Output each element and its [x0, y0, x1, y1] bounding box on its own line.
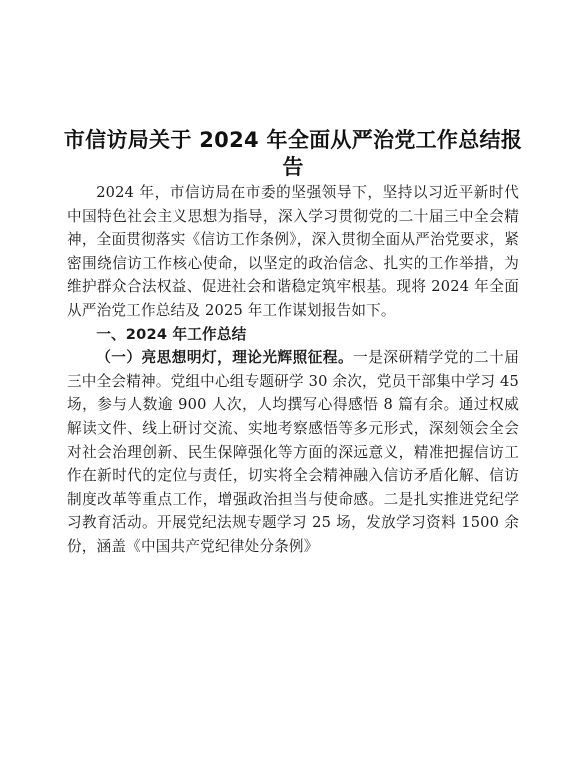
document-title: 市信访局关于 2024 年全面从严治党工作总结报告	[63, 128, 523, 179]
intro-paragraph: 2024 年，市信访局在市委的坚强领导下，坚持以习近平新时代中国特色社会主义思想为指导，深入学习贯彻党的二十届三中全会精神，全面贯彻落实《信访工作条例》，深入贯彻全面从严治党要求，紧密围绕信访工作核心使命，以坚定的政治信念、扎实的工作举措，为维护群众合法权益、促进社会和谐稳定筑牢根基。现将 2024 年全面从严治党工作总结及 2025 年工作谋划报告如下。	[67, 184, 519, 319]
subsection-text: 一是深研精学党的二十届三中全会精神。党组中心组专题研学 30 余次，党员干部集中学习 45 场，参与人数逾 900 人次，人均撰写心得感悟 8 篇有余。通过权威解读文件、线上研讨交流、实地考察感悟等多元形式，深刻领会全会对社会治理创新、民生保障强化等方面的深远意义，精准把握信访工作在新时代的定位与责任，切实将全会精神融入信访矛盾化解、信访制度改革等重点工作，增强政治担当与使命感。二是扎实推进党纪学习教育活动。开展党纪法规专题学习 25 场，发放学习资料 1500 余份，涵盖《中国共产党纪律处分条例》	[67, 349, 520, 555]
subsection-heading: （一）亮思想明灯，理论光辉照征程。	[96, 349, 354, 367]
subsection-paragraph	[67, 346, 519, 558]
section-heading: 一、2024 年工作总结	[96, 325, 247, 343]
document-body	[67, 181, 519, 559]
